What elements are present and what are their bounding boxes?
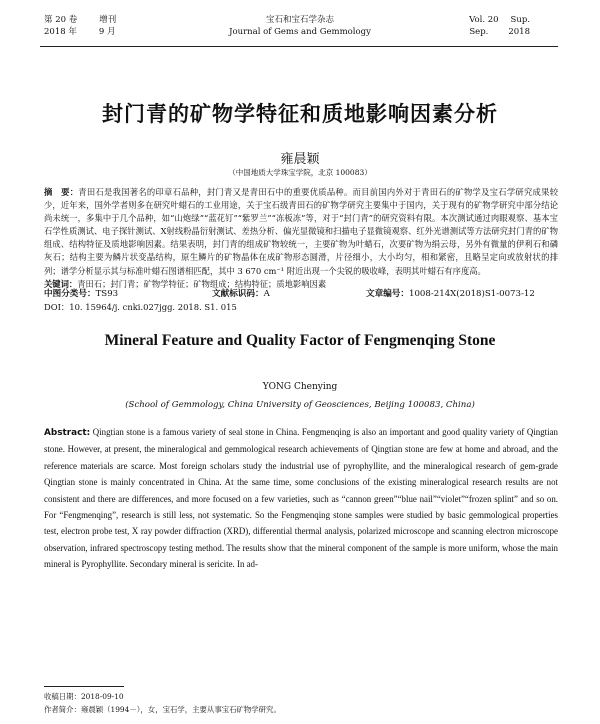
clc-number: 中图分类号：TS93	[44, 289, 119, 299]
header-journal-en: Journal of Gems and Gemmology	[229, 27, 371, 37]
header-month-cn: 9 月	[98, 27, 116, 37]
header-year-en: 2018	[508, 27, 530, 37]
chinese-keywords-label: 关键词：	[44, 278, 78, 289]
chinese-abstract-text: 青田石是我国著名的印章石品种，封门青又是青田石中的重要优质品种。而目前国内外对于青田石的矿物学及宝石学研究成果较少，近年来，国外学者则多在研究叶蜡石的工业用途，关于宝石级青田石的矿物学研究主要集中于国内，关于现有的矿物学研究中部分结论尚未统一，多集中于几个品种，如“山炮绿”“蓝花钉”“紫罗兰”“冻板冻”等，对于“封门青”的研究资料有限。本次测试通过肉眼观察、基本宝石学性质测试、电子探针测试、X射线粉晶衍射测试、差热分析、偏光显微镜和扫描电子显微镜观察、红外光谱测试等方法研究封门青的矿物组成、结构特征及质地影响因素。结果表明，封门青的组成矿物较统一，主要矿物为叶蜡石，次要矿物为绢云母，另外有微量的伊利石和磷灰石；结构主要为鳞片状变晶结构，原生鳞片的矿物晶体在成矿物形态圆滑，片径细小，大小均匀，相和紧密，且略呈定向或放射状的排列；谱学分析显示其与标准叶蜡石图谱相匹配，其中 3 670 cm⁻¹ 附近出现一个尖锐的吸收峰，表明其叶蜡石有序度高。	[44, 187, 558, 276]
doi: DOI：10. 15964/j. cnki.027jgg. 2018. S1. 015	[44, 302, 237, 312]
chinese-keywords-text: 青田石；封门青；矿物学特征；矿物组成；结构特征；质地影响因素	[77, 278, 327, 289]
header-year-cn: 2018 年	[44, 27, 77, 37]
english-abstract-text: Qingtian stone is a famous variety of seal stone in China. Fengmenqing is also an important and good quality variety of Qingtian stone. However, at present, the mineralogical and gemmological research achievements of Qingtian stone are few at home and abroad, and the reference materials are scarce. Most foreign scholars study the industrial use of pyrophyllite, and the mineralogical research of gem-grade Qingtian stone is mainly concentrated in China. At the same time, some conclusions of the existing mineralogical research results are not consistent and there are differences, and more focused on a few varieties, such as “cannon green”“blue nail”“violet”“frozen splint” and so on. For “Fengmenqing”, research is still less, not systematic. So the Fengmenqing stone samples were studied by basic gemmological properties test, electron probe test, X ray powder diffraction (XRD), differential thermal analysis, polarized microscope and scanning electron microscope observation, infrared spectroscopy testing method. The results show that the mineral component of the sample is more uniform, whose the main mineral is Pyrophyllite. Secondary mineral is sericite. In ad-	[44, 427, 558, 570]
chinese-affiliation: （中国地质大学珠宝学院，北京 100083）	[228, 168, 372, 177]
header-supplement-cn: 增刊	[99, 15, 117, 25]
header-divider	[40, 46, 558, 47]
chinese-author: 雍晨颖	[280, 152, 320, 167]
chinese-title: 封门青的矿物学特征和质地影响因素分析	[102, 102, 498, 126]
english-abstract-label: Abstract:	[44, 428, 91, 438]
footnote-author-bio: 作者简介：雍晨颖（1994－），女，宝石学，主要从事宝石矿物学研究。	[44, 705, 281, 714]
english-affiliation: (School of Gemmology, China University of Geosciences, Beijing 100083, China)	[125, 400, 475, 410]
header-volume-cn: 第 20 卷	[44, 15, 78, 25]
english-abstract	[44, 424, 558, 573]
footnote-divider	[44, 686, 124, 687]
english-title: Mineral Feature and Quality Factor of Fengmenqing Stone	[104, 332, 496, 349]
header-volume-en: Vol. 20	[469, 15, 499, 25]
header-right	[469, 14, 530, 38]
english-author: YONG Chenying	[262, 382, 338, 392]
article-number: 文章编号：1008-214X(2018)S1-0073-12	[366, 289, 535, 299]
document-code: 文献标识码：A	[212, 289, 270, 299]
header-journal-cn: 宝石和宝石学杂志	[265, 15, 334, 25]
chinese-abstract-label: 摘 要：	[44, 187, 79, 197]
header-supplement-en: Sup.	[510, 15, 530, 25]
header-month-en: Sep.	[469, 27, 489, 37]
footnote-received: 收稿日期：2018-09-10	[44, 692, 124, 701]
chinese-abstract	[44, 186, 558, 291]
